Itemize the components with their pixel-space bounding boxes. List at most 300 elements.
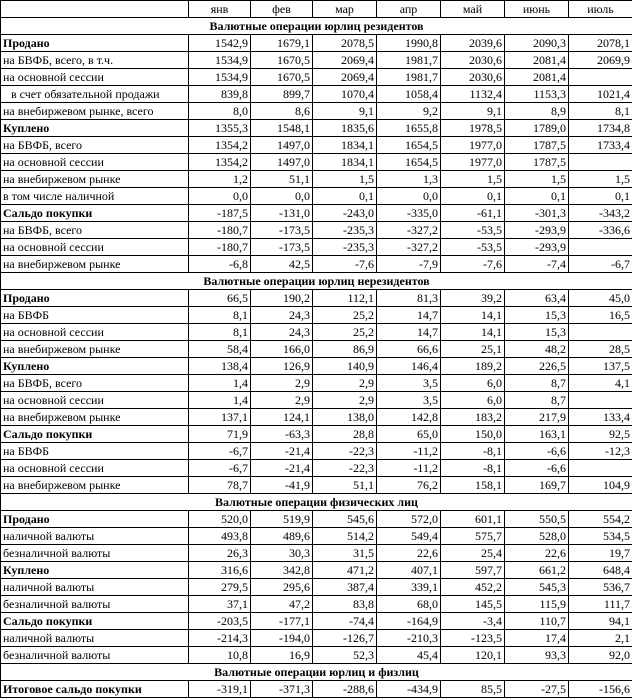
value-cell: -235,3 bbox=[313, 222, 377, 239]
table-row bbox=[1, 239, 632, 256]
table-row bbox=[1, 460, 632, 477]
table-row bbox=[1, 511, 632, 528]
value-cell: 8,6 bbox=[251, 103, 313, 120]
value-cell: 52,3 bbox=[313, 647, 377, 664]
table-row bbox=[1, 409, 632, 426]
value-cell: 3,5 bbox=[377, 375, 441, 392]
value-cell: 111,7 bbox=[569, 596, 632, 613]
value-cell: 22,6 bbox=[377, 545, 441, 562]
value-cell: 6,0 bbox=[441, 392, 505, 409]
value-cell: -243,0 bbox=[313, 205, 377, 222]
value-cell bbox=[569, 324, 632, 341]
value-cell: 1977,0 bbox=[441, 137, 505, 154]
value-cell: -194,0 bbox=[251, 630, 313, 647]
table-row bbox=[1, 290, 632, 307]
value-cell: 39,2 bbox=[441, 290, 505, 307]
value-cell: -371,3 bbox=[251, 681, 313, 698]
table-row bbox=[1, 205, 632, 222]
value-cell: 339,1 bbox=[377, 579, 441, 596]
value-cell: 528,0 bbox=[505, 528, 569, 545]
value-cell: 65,0 bbox=[377, 426, 441, 443]
value-cell: 85,5 bbox=[441, 681, 505, 698]
table-row bbox=[1, 579, 632, 596]
value-cell: -131,0 bbox=[251, 205, 313, 222]
month-header: фев bbox=[251, 1, 313, 18]
row-label: в счет обязательной продажи bbox=[1, 86, 189, 103]
value-cell: -7,4 bbox=[505, 256, 569, 273]
value-cell: -6,8 bbox=[189, 256, 251, 273]
value-cell bbox=[569, 154, 632, 171]
row-label: Сальдо покупки bbox=[1, 613, 189, 630]
value-cell: -53,5 bbox=[441, 239, 505, 256]
value-cell: 0,1 bbox=[569, 188, 632, 205]
row-label: наличной валюты bbox=[1, 630, 189, 647]
row-label: на основной сессии bbox=[1, 324, 189, 341]
value-cell: -11,2 bbox=[377, 443, 441, 460]
value-cell: 3,5 bbox=[377, 392, 441, 409]
value-cell: 158,1 bbox=[441, 477, 505, 494]
value-cell: 2090,3 bbox=[505, 35, 569, 52]
value-cell: 8,7 bbox=[505, 392, 569, 409]
value-cell: 138,4 bbox=[189, 358, 251, 375]
value-cell: 63,4 bbox=[505, 290, 569, 307]
value-cell: 120,1 bbox=[441, 647, 505, 664]
value-cell: -7,6 bbox=[313, 256, 377, 273]
value-cell: -123,5 bbox=[441, 630, 505, 647]
value-cell: 9,1 bbox=[441, 103, 505, 120]
value-cell: 71,9 bbox=[189, 426, 251, 443]
value-cell: 8,1 bbox=[189, 307, 251, 324]
row-label: Сальдо покупки bbox=[1, 426, 189, 443]
value-cell: 145,5 bbox=[441, 596, 505, 613]
value-cell: 47,2 bbox=[251, 596, 313, 613]
value-cell: -203,5 bbox=[189, 613, 251, 630]
value-cell: -21,4 bbox=[251, 460, 313, 477]
row-label: на БВФБ, всего bbox=[1, 222, 189, 239]
value-cell: 81,3 bbox=[377, 290, 441, 307]
value-cell: -63,3 bbox=[251, 426, 313, 443]
value-cell: 534,5 bbox=[569, 528, 632, 545]
row-label: Куплено bbox=[1, 562, 189, 579]
value-cell: -7,9 bbox=[377, 256, 441, 273]
month-header: янв bbox=[189, 1, 251, 18]
value-cell: 519,9 bbox=[251, 511, 313, 528]
value-cell: 1787,5 bbox=[505, 137, 569, 154]
table-row bbox=[1, 307, 632, 324]
value-cell: 86,9 bbox=[313, 341, 377, 358]
table-row bbox=[1, 358, 632, 375]
row-label: на внебиржевом рынке bbox=[1, 409, 189, 426]
value-cell: -27,5 bbox=[505, 681, 569, 698]
value-cell: 1070,4 bbox=[313, 86, 377, 103]
value-cell: -74,4 bbox=[313, 613, 377, 630]
table-row bbox=[1, 86, 632, 103]
table-row bbox=[1, 596, 632, 613]
table-row bbox=[1, 341, 632, 358]
value-cell: 572,0 bbox=[377, 511, 441, 528]
table-row bbox=[1, 477, 632, 494]
value-cell: 0,1 bbox=[441, 188, 505, 205]
row-label: Продано bbox=[1, 35, 189, 52]
value-cell: -293,9 bbox=[505, 239, 569, 256]
row-label: на внебиржевом рынке bbox=[1, 477, 189, 494]
value-cell: 1981,7 bbox=[377, 52, 441, 69]
value-cell: 51,1 bbox=[251, 171, 313, 188]
value-cell: 217,9 bbox=[505, 409, 569, 426]
value-cell bbox=[569, 239, 632, 256]
value-cell: 0,0 bbox=[251, 188, 313, 205]
value-cell: 0,1 bbox=[505, 188, 569, 205]
value-cell: 2069,9 bbox=[569, 52, 632, 69]
value-cell: 550,5 bbox=[505, 511, 569, 528]
value-cell: 295,6 bbox=[251, 579, 313, 596]
value-cell: 0,1 bbox=[313, 188, 377, 205]
value-cell: 166,0 bbox=[251, 341, 313, 358]
row-label: на внебиржевом рынке, всего bbox=[1, 103, 189, 120]
value-cell: 1355,3 bbox=[189, 120, 251, 137]
value-cell: 2078,1 bbox=[569, 35, 632, 52]
value-cell: 1058,4 bbox=[377, 86, 441, 103]
value-cell: 25,2 bbox=[313, 307, 377, 324]
value-cell: 94,1 bbox=[569, 613, 632, 630]
value-cell: 8,9 bbox=[505, 103, 569, 120]
value-cell: 2081,4 bbox=[505, 69, 569, 86]
row-label: Сальдо покупки bbox=[1, 205, 189, 222]
value-cell: 66,5 bbox=[189, 290, 251, 307]
value-cell: -156,6 bbox=[569, 681, 632, 698]
value-cell: 14,7 bbox=[377, 307, 441, 324]
value-cell: 58,4 bbox=[189, 341, 251, 358]
section-title: Валютные операции юрлиц и физлиц bbox=[1, 664, 632, 681]
value-cell: 1789,0 bbox=[505, 120, 569, 137]
table-row bbox=[1, 630, 632, 647]
value-cell: -11,2 bbox=[377, 460, 441, 477]
value-cell: -235,3 bbox=[313, 239, 377, 256]
value-cell: 30,3 bbox=[251, 545, 313, 562]
value-cell: 45,0 bbox=[569, 290, 632, 307]
table-row bbox=[1, 528, 632, 545]
value-cell: 1679,1 bbox=[251, 35, 313, 52]
value-cell: 1787,5 bbox=[505, 154, 569, 171]
value-cell: -301,3 bbox=[505, 205, 569, 222]
value-cell: -6,6 bbox=[505, 443, 569, 460]
value-cell: 2030,6 bbox=[441, 52, 505, 69]
value-cell: 24,3 bbox=[251, 307, 313, 324]
value-cell: -21,4 bbox=[251, 443, 313, 460]
row-label: на БВФБ, всего bbox=[1, 375, 189, 392]
row-label: на БВФБ bbox=[1, 307, 189, 324]
value-cell: -22,3 bbox=[313, 460, 377, 477]
row-label: наличной валюты bbox=[1, 579, 189, 596]
value-cell: 115,9 bbox=[505, 596, 569, 613]
table-row bbox=[1, 324, 632, 341]
value-cell: -327,2 bbox=[377, 239, 441, 256]
value-cell: 1542,9 bbox=[189, 35, 251, 52]
value-cell: 10,8 bbox=[189, 647, 251, 664]
value-cell: -126,7 bbox=[313, 630, 377, 647]
value-cell: 648,4 bbox=[569, 562, 632, 579]
value-cell bbox=[569, 69, 632, 86]
month-header: апр bbox=[377, 1, 441, 18]
value-cell: 1132,4 bbox=[441, 86, 505, 103]
value-cell: 0,0 bbox=[377, 188, 441, 205]
row-label: Продано bbox=[1, 290, 189, 307]
value-cell: 1834,1 bbox=[313, 154, 377, 171]
value-cell: -335,0 bbox=[377, 205, 441, 222]
table-row bbox=[1, 154, 632, 171]
value-cell: 2,9 bbox=[251, 375, 313, 392]
value-cell: 133,4 bbox=[569, 409, 632, 426]
value-cell: -173,5 bbox=[251, 239, 313, 256]
value-cell: 489,6 bbox=[251, 528, 313, 545]
value-cell: 601,1 bbox=[441, 511, 505, 528]
month-header: июнь bbox=[505, 1, 569, 18]
value-cell: 1,5 bbox=[505, 171, 569, 188]
value-cell: 1734,8 bbox=[569, 120, 632, 137]
value-cell: -7,6 bbox=[441, 256, 505, 273]
value-cell: 839,8 bbox=[189, 86, 251, 103]
value-cell: 8,7 bbox=[505, 375, 569, 392]
value-cell: 1834,1 bbox=[313, 137, 377, 154]
value-cell: 8,0 bbox=[189, 103, 251, 120]
value-cell: 520,0 bbox=[189, 511, 251, 528]
value-cell: 189,2 bbox=[441, 358, 505, 375]
value-cell: -3,4 bbox=[441, 613, 505, 630]
table-row bbox=[1, 222, 632, 239]
section-title: Валютные операции физических лиц bbox=[1, 494, 632, 511]
month-header: июль bbox=[569, 1, 632, 18]
value-cell: -173,5 bbox=[251, 222, 313, 239]
table-row bbox=[1, 375, 632, 392]
value-cell: -293,9 bbox=[505, 222, 569, 239]
value-cell: 1981,7 bbox=[377, 69, 441, 86]
value-cell: 575,7 bbox=[441, 528, 505, 545]
header-label-cell bbox=[1, 1, 189, 18]
value-cell: 279,5 bbox=[189, 579, 251, 596]
value-cell: 1,5 bbox=[569, 171, 632, 188]
value-cell: 25,2 bbox=[313, 324, 377, 341]
value-cell: 19,7 bbox=[569, 545, 632, 562]
value-cell: 899,7 bbox=[251, 86, 313, 103]
table-body bbox=[1, 1, 632, 698]
table-row bbox=[1, 120, 632, 137]
row-label: на БВФБ, всего, в т.ч. bbox=[1, 52, 189, 69]
value-cell bbox=[569, 460, 632, 477]
value-cell: -8,1 bbox=[441, 443, 505, 460]
value-cell: 83,8 bbox=[313, 596, 377, 613]
value-cell: -6,7 bbox=[189, 443, 251, 460]
value-cell: 28,8 bbox=[313, 426, 377, 443]
value-cell: 150,0 bbox=[441, 426, 505, 443]
row-label: на внебиржевом рынке bbox=[1, 341, 189, 358]
value-cell: 1,2 bbox=[189, 171, 251, 188]
value-cell: 452,2 bbox=[441, 579, 505, 596]
value-cell: 545,6 bbox=[313, 511, 377, 528]
table-row bbox=[1, 35, 632, 52]
value-cell: 2030,6 bbox=[441, 69, 505, 86]
value-cell: 2069,4 bbox=[313, 52, 377, 69]
value-cell: 1990,8 bbox=[377, 35, 441, 52]
value-cell: 146,4 bbox=[377, 358, 441, 375]
value-cell: 536,7 bbox=[569, 579, 632, 596]
value-cell: 1534,9 bbox=[189, 69, 251, 86]
value-cell: 2078,5 bbox=[313, 35, 377, 52]
value-cell: -343,2 bbox=[569, 205, 632, 222]
value-cell: 137,1 bbox=[189, 409, 251, 426]
table-row bbox=[1, 137, 632, 154]
value-cell: 1978,5 bbox=[441, 120, 505, 137]
value-cell: 138,0 bbox=[313, 409, 377, 426]
table-row bbox=[1, 562, 632, 579]
value-cell: 140,9 bbox=[313, 358, 377, 375]
value-cell: 1670,5 bbox=[251, 69, 313, 86]
value-cell: 25,1 bbox=[441, 341, 505, 358]
value-cell: -336,6 bbox=[569, 222, 632, 239]
month-header: мар bbox=[313, 1, 377, 18]
value-cell: 514,2 bbox=[313, 528, 377, 545]
header-row bbox=[1, 1, 632, 18]
value-cell: 190,2 bbox=[251, 290, 313, 307]
value-cell: 17,4 bbox=[505, 630, 569, 647]
value-cell: 554,2 bbox=[569, 511, 632, 528]
value-cell: 2039,6 bbox=[441, 35, 505, 52]
value-cell: 493,8 bbox=[189, 528, 251, 545]
value-cell: 2081,4 bbox=[505, 52, 569, 69]
value-cell: 545,3 bbox=[505, 579, 569, 596]
row-label: на основной сессии bbox=[1, 392, 189, 409]
value-cell: 1534,9 bbox=[189, 52, 251, 69]
value-cell: 51,1 bbox=[313, 477, 377, 494]
row-label: на основной сессии bbox=[1, 239, 189, 256]
value-cell: 25,4 bbox=[441, 545, 505, 562]
section-header-row bbox=[1, 18, 632, 35]
row-label: на внебиржевом рынке bbox=[1, 256, 189, 273]
value-cell: 76,2 bbox=[377, 477, 441, 494]
value-cell: 1,4 bbox=[189, 392, 251, 409]
row-label: в том числе наличной bbox=[1, 188, 189, 205]
value-cell: -319,1 bbox=[189, 681, 251, 698]
value-cell: 1354,2 bbox=[189, 154, 251, 171]
row-label: Куплено bbox=[1, 358, 189, 375]
value-cell: 68,0 bbox=[377, 596, 441, 613]
value-cell bbox=[569, 392, 632, 409]
value-cell: 14,1 bbox=[441, 324, 505, 341]
table-row bbox=[1, 426, 632, 443]
table-row bbox=[1, 392, 632, 409]
value-cell: 92,5 bbox=[569, 426, 632, 443]
value-cell: 26,3 bbox=[189, 545, 251, 562]
value-cell: 37,1 bbox=[189, 596, 251, 613]
table-row bbox=[1, 681, 632, 698]
value-cell: 163,1 bbox=[505, 426, 569, 443]
table-row bbox=[1, 188, 632, 205]
value-cell: 1977,0 bbox=[441, 154, 505, 171]
value-cell: -187,5 bbox=[189, 205, 251, 222]
value-cell: -210,3 bbox=[377, 630, 441, 647]
value-cell: 42,5 bbox=[251, 256, 313, 273]
value-cell: 28,5 bbox=[569, 341, 632, 358]
value-cell: -180,7 bbox=[189, 222, 251, 239]
value-cell: 6,0 bbox=[441, 375, 505, 392]
section-title: Валютные операции юрлиц резидентов bbox=[1, 18, 632, 35]
row-label: Итоговое сальдо покупки bbox=[1, 681, 189, 698]
section-header-row bbox=[1, 273, 632, 290]
value-cell: 1835,6 bbox=[313, 120, 377, 137]
value-cell: 316,6 bbox=[189, 562, 251, 579]
row-label: безналичной валюты bbox=[1, 596, 189, 613]
value-cell: 2069,4 bbox=[313, 69, 377, 86]
table-row bbox=[1, 52, 632, 69]
value-cell: 597,7 bbox=[441, 562, 505, 579]
table-row bbox=[1, 545, 632, 562]
value-cell: 9,2 bbox=[377, 103, 441, 120]
value-cell: -22,3 bbox=[313, 443, 377, 460]
value-cell: -214,3 bbox=[189, 630, 251, 647]
table-row bbox=[1, 171, 632, 188]
value-cell: 1,4 bbox=[189, 375, 251, 392]
value-cell: 142,8 bbox=[377, 409, 441, 426]
value-cell: 66,6 bbox=[377, 341, 441, 358]
value-cell: 1654,5 bbox=[377, 137, 441, 154]
value-cell: 93,3 bbox=[505, 647, 569, 664]
row-label: на основной сессии bbox=[1, 154, 189, 171]
section-title: Валютные операции юрлиц нерезидентов bbox=[1, 273, 632, 290]
table-row bbox=[1, 69, 632, 86]
value-cell: 4,1 bbox=[569, 375, 632, 392]
value-cell: 2,9 bbox=[313, 392, 377, 409]
value-cell: 1548,1 bbox=[251, 120, 313, 137]
row-label: на внебиржевом рынке bbox=[1, 171, 189, 188]
value-cell: -41,9 bbox=[251, 477, 313, 494]
month-header: май bbox=[441, 1, 505, 18]
value-cell: 1,3 bbox=[377, 171, 441, 188]
value-cell: 471,2 bbox=[313, 562, 377, 579]
value-cell: -8,1 bbox=[441, 460, 505, 477]
value-cell: -327,2 bbox=[377, 222, 441, 239]
row-label: на БВФБ bbox=[1, 443, 189, 460]
value-cell: 24,3 bbox=[251, 324, 313, 341]
value-cell: 2,9 bbox=[313, 375, 377, 392]
value-cell: 183,2 bbox=[441, 409, 505, 426]
value-cell: 9,1 bbox=[313, 103, 377, 120]
row-label: безналичной валюты bbox=[1, 545, 189, 562]
value-cell: 137,5 bbox=[569, 358, 632, 375]
value-cell: 8,1 bbox=[569, 103, 632, 120]
value-cell: -288,6 bbox=[313, 681, 377, 698]
table-row bbox=[1, 443, 632, 460]
value-cell: 1497,0 bbox=[251, 137, 313, 154]
value-cell: 1021,4 bbox=[569, 86, 632, 103]
value-cell: -6,7 bbox=[189, 460, 251, 477]
value-cell: 16,9 bbox=[251, 647, 313, 664]
value-cell: -177,1 bbox=[251, 613, 313, 630]
value-cell: -164,9 bbox=[377, 613, 441, 630]
value-cell: 14,7 bbox=[377, 324, 441, 341]
row-label: наличной валюты bbox=[1, 528, 189, 545]
value-cell: 407,1 bbox=[377, 562, 441, 579]
value-cell: 226,5 bbox=[505, 358, 569, 375]
table-row bbox=[1, 256, 632, 273]
value-cell: 549,4 bbox=[377, 528, 441, 545]
value-cell: -434,9 bbox=[377, 681, 441, 698]
value-cell: -53,5 bbox=[441, 222, 505, 239]
value-cell: 1670,5 bbox=[251, 52, 313, 69]
section-header-row bbox=[1, 494, 632, 511]
value-cell: 169,7 bbox=[505, 477, 569, 494]
value-cell: 112,1 bbox=[313, 290, 377, 307]
value-cell: 1153,3 bbox=[505, 86, 569, 103]
value-cell: 126,9 bbox=[251, 358, 313, 375]
